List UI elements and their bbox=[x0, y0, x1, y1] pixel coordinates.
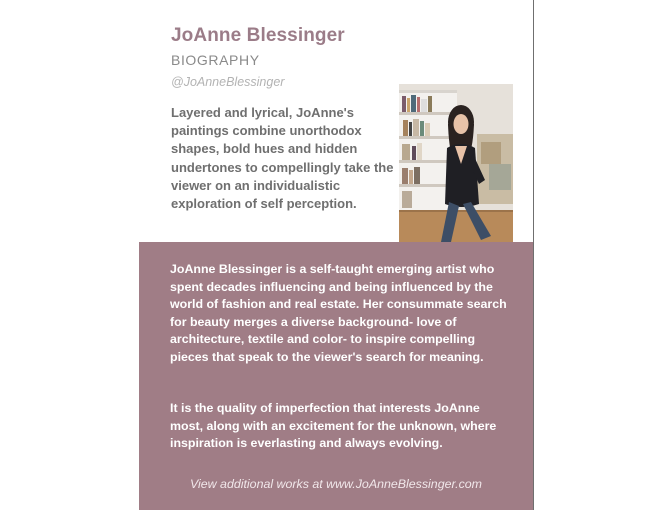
section-label: BIOGRAPHY bbox=[171, 52, 260, 68]
artist-photo bbox=[399, 84, 513, 242]
biography-card bbox=[139, 0, 534, 510]
intro-paragraph: Layered and lyrical, JoAnne's paintings combine unorthodox shapes, bold hues and hidden undertones to compellingly take the viewer on an individualistic exploration of self perception. bbox=[171, 105, 394, 212]
social-handle: @JoAnneBlessinger bbox=[171, 75, 285, 89]
bio-paragraph-1: JoAnne Blessinger is a self-taught emerging artist who spent decades influencing and being influenced by the world of fashion and real estate. Her consummate search for beauty merges a diverse background- love of architecture, textile and color- to inspire compelling pieces that speak to the viewer's search for meaning. bbox=[170, 262, 507, 364]
artist-name: JoAnne Blessinger bbox=[171, 25, 345, 46]
bio-paragraph-2: It is the quality of imperfection that interests JoAnne most, along with an excitement for the unknown, where inspiration is everlasting and always evolving. bbox=[170, 401, 497, 451]
website-link[interactable]: View additional works at www.JoAnneBlessinger.com bbox=[189, 477, 482, 491]
biography-panel bbox=[139, 242, 533, 510]
